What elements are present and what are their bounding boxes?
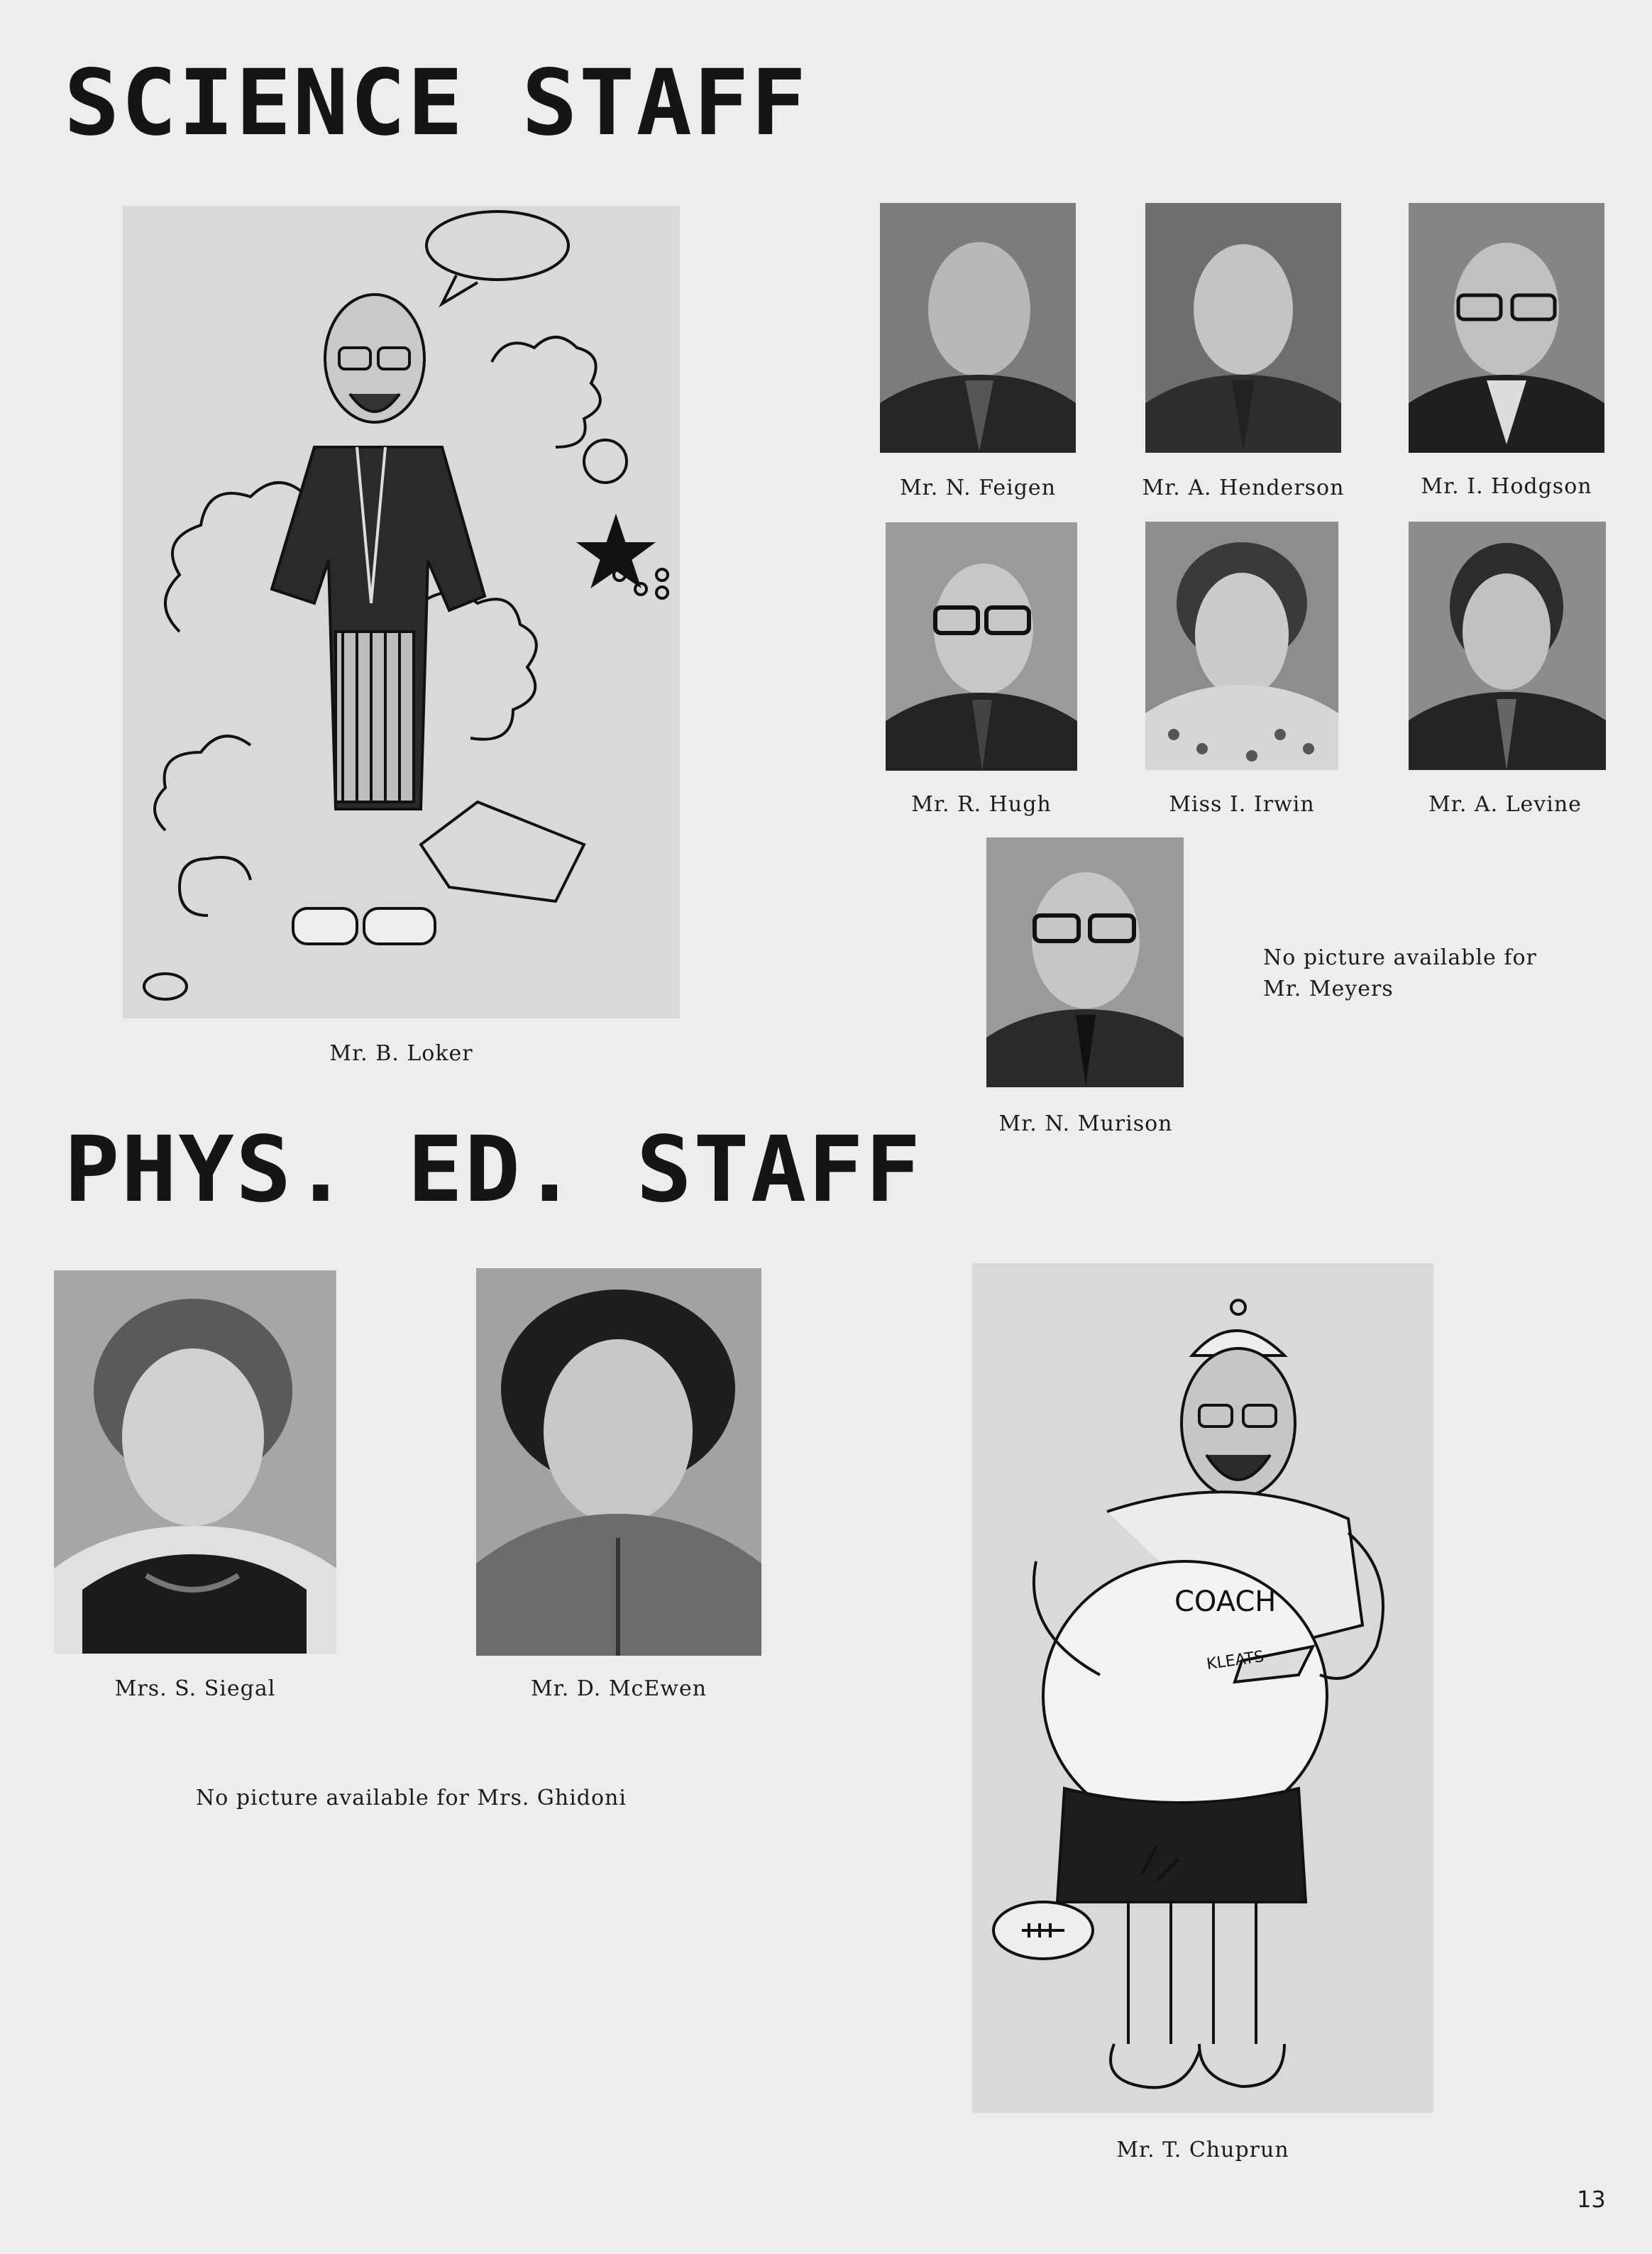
caption-chuprun: Mr. T. Chuprun [1116, 2138, 1289, 2162]
caption-henderson: Mr. A. Henderson [1142, 475, 1345, 500]
physed-staff-heading: PHYS. ED. STAFF [64, 1117, 923, 1223]
chuprun-cartoon [972, 1263, 1433, 2113]
portrait-levine [1409, 522, 1606, 770]
portrait-siegal [54, 1270, 336, 1654]
portrait-irwin [1145, 522, 1338, 770]
science-staff-heading: SCIENCE STAFF [64, 50, 808, 156]
kleats-belly-text: KLEATS [1205, 1647, 1265, 1674]
portrait-hodgson [1409, 203, 1604, 453]
portrait-hugh [886, 522, 1077, 771]
caption-levine: Mr. A. Levine [1428, 792, 1582, 817]
meyers-note: No picture available for Mr. Meyers [1263, 945, 1537, 1001]
coach-shirt-text: COACH [1174, 1585, 1277, 1618]
caption-hugh: Mr. R. Hugh [911, 792, 1052, 817]
caption-irwin: Miss I. Irwin [1169, 792, 1315, 817]
caption-hodgson: Mr. I. Hodgson [1421, 474, 1592, 499]
loker-cartoon [123, 206, 680, 1018]
portrait-feigen [880, 203, 1076, 453]
ghidoni-note: No picture available for Mrs. Ghidoni [196, 1786, 627, 1810]
portrait-mcewen [476, 1268, 761, 1656]
loker-caption: Mr. B. Loker [329, 1041, 473, 1066]
caption-mcewen: Mr. D. McEwen [530, 1676, 707, 1701]
portrait-henderson [1145, 203, 1341, 453]
caption-siegal: Mrs. S. Siegal [114, 1676, 276, 1701]
caption-feigen: Mr. N. Feigen [899, 475, 1057, 500]
portrait-murison [986, 837, 1184, 1087]
caption-murison: Mr. N. Murison [998, 1111, 1173, 1136]
page-number: 13 [1577, 2186, 1606, 2213]
